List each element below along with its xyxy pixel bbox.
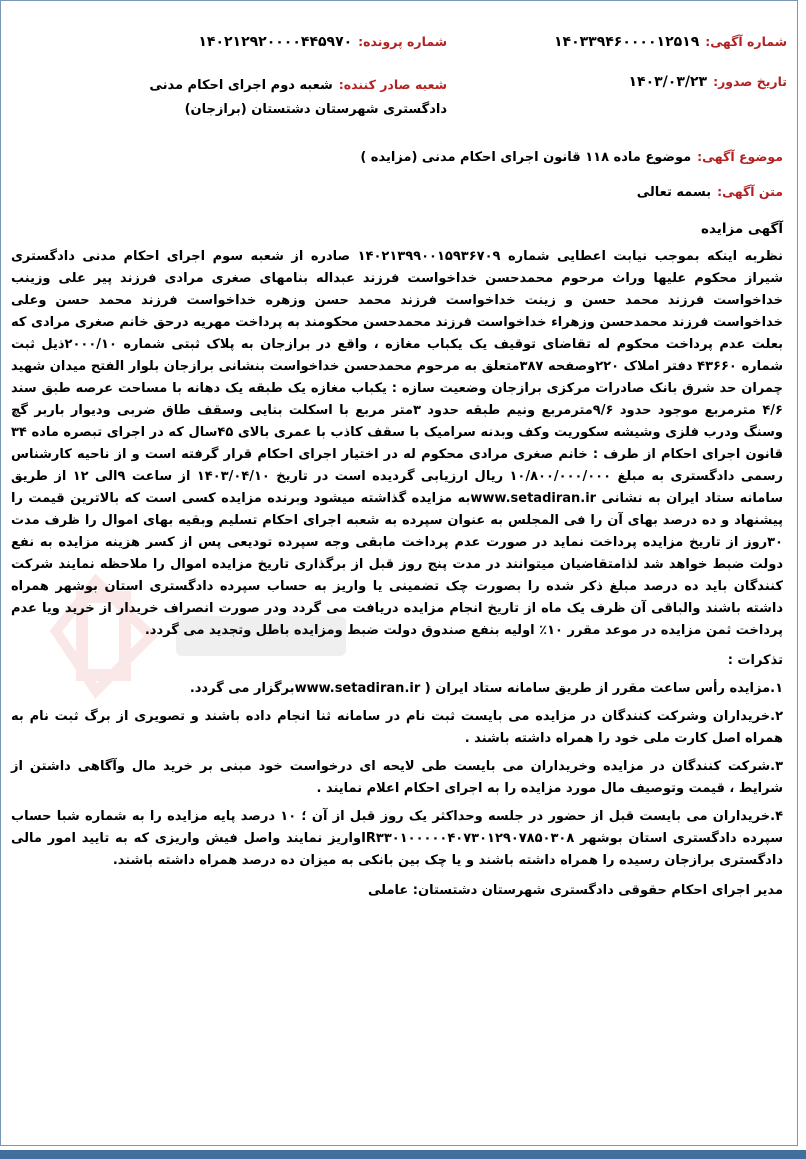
issuing-branch-value: شعبه دوم اجرای احکام مدنی دادگستری شهرستان دشتستان (برازجان) xyxy=(149,78,447,117)
text-row xyxy=(637,181,783,205)
bottom-bar xyxy=(0,1150,806,1159)
main-paragraph: نظربه اینکه بموجب نیابت اعطایی شماره ۱۴۰۲۱۳۹۹۰۰۱۵۹۳۶۷۰۹ صادره از شعبه سوم اجرای احکام مدنی دادگستری شیراز محکوم علیها وراث مرحوم محمدحسن خداخواست فرزند عبداله بنامهای صغری مرادی فرزند پیر علی وزینب خداخواست فرزند محمد حسن و زینت خداخواست فرزند محمد حسن وزهره خداخواست فرزند محمد حسن وعلی خداخواست فرزند محمدحسن وزهراء خداخواست فرزند محمدحسن محکومند به پرداخت مهریه درحق خانم صغری مرادی که بعلت عدم پرداخت محکوم له تقاضای توقیف یک یکباب مغازه ، واقع در برازجان به پلاک ثبتی شماره ۲۰۰۰/۱۰ذیل ثبت شماره ۴۳۶۶۰ دفتر املاک ۲۲۰وصفحه ۳۸۷متعلق به مرحوم محمدحسن خداخواست بنشانی برازجان بلوار الفتح میدان شهید چمران حد شرق بانک صادرات مرکزی برازجان وضعیت سازه : یکباب مغازه یک طبقه یک دهانه با مساحت عرصه طبق سند ۴/۶ مترمربع موجود حدود ۹/۶مترمربع ونیم طبقه حدود ۳متر مربع با اسکلت بنایی وسقف طاق ضربی ودیوار باربر گچ وسنگ ودرب فلزی وشیشه سکوریت وکف وبدنه سرامیک با سقف کاذب با عمری بالای ۴۵سال که در اجرای تبصره ماده ۳۴ قانون اجرای احکام از طرف : خانم صغری مرادی محکوم له در اختیار اجرای احکام قرار گرفته است و از ناحیه کارشناس رسمی دادگستری به مبلغ ۱۰/۸۰۰/۰۰۰/۰۰۰ ریال ارزیابی گردیده است در تاریخ ۱۴۰۳/۰۴/۱۰ از ساعت ۹الی ۱۲ از طریق سامانه ستاد ایران به نشانی www.setadiran.irبه مزایده گذاشته میشود وبرنده مزایده کسی است که بالاترین قیمت را پیشنهاد و ده درصد بهای آن را فی المجلس به عنوان سپرده به شعبه اجرای احکام تسلیم وبقیه بهای اموال را ظرف مدت ۳۰روز از تاریخ مزایده پرداخت نماید در صورت عدم پرداخت مابقی وجه سپرده تودیعی پس از کسر هزینه مزایده به نفع دولت ضبط خواهد شد لذامتقاضیان میتوانند در مدت پنج روز قبل از برگذاری تاریخ مزایده اموال را ملاحظه نمایند شرکت کنندگان باید ده درصد مبلغ ذکر شده را بصورت چک تضمینی یا واریز به حساب سپرده دادگستری استان بوشهر همراه داشته باشند والباقی آن ظرف یک ماه از تاریخ انجام مزایده دریافت می گردد ودر صورت انصراف خریدار از خرید ویا عدم پرداخت ثمن مزایده در موعد مقرر ۱۰٪ اولیه بنفع صندوق دولت ضبط ومزایده باطل وتجدید می گردد. xyxy=(11,249,784,638)
ad-number-value: ۱۴۰۳۳۹۴۶۰۰۰۰۱۲۵۱۹ xyxy=(553,34,700,50)
note-item: ۳.شرکت کنندگان در مزایده وخریداران می بایست طی لایحه ای درخواست خود مبنی بر خرید مال وآگاهی داشتن از شرایط ، قیمت وتوصیف مال مورد مزایده را به اجرای احکام اعلام نمایند . xyxy=(11,759,783,796)
subject-value: موضوع ماده ۱۱۸ قانون اجرای احکام مدنی (مزایده ) xyxy=(360,150,692,165)
subject-label: موضوع آگهی: xyxy=(697,149,783,164)
text-value: بسمه تعالی xyxy=(636,185,712,200)
issue-date-value: ۱۴۰۳/۰۳/۲۳ xyxy=(628,74,708,90)
issue-date-row xyxy=(629,73,788,92)
notes-title: تذکرات : xyxy=(727,653,783,668)
text-label: متن آگهی: xyxy=(717,184,783,199)
issue-date-label: تاریخ صدور: xyxy=(713,74,787,89)
note-item: ۲.خریداران وشرکت کنندگان در مزایده می بایست ثبت نام در سامانه ثنا انجام داده باشند و تصویری از برگ ثبت نام به همراه اصل کارت ملی خود را همراه داشته باشند . xyxy=(11,709,783,746)
subject-row xyxy=(360,146,783,170)
signature-line: مدیر اجرای احکام حقوقی دادگستری شهرستان دشتستان: عاملی xyxy=(368,883,783,898)
note-item: ۴.خریداران می بایست قبل از حضور در جلسه وحداکثر یک روز قبل از آن ؛ ۱۰ درصد پایه مزایده را به شماره شبا حساب سپرده دادگستری استان بوشهر IR۳۳۰۱۰۰۰۰۰۴۰۷۳۰۱۲۹۰۷۸۵۰۳۰۸واریز نمایند واصل فیش واریزی که به تایید امور مالی دادگستری برازجان رسیده را همراه داشته باشند و یا چک بین بانکی به میزان ده درصد همراه داشته باشند. xyxy=(11,809,783,868)
ad-number-row xyxy=(554,33,787,52)
auction-heading: آگهی مزایده xyxy=(701,221,783,237)
issuing-branch-row xyxy=(97,74,447,122)
case-number-row xyxy=(198,33,447,52)
case-number-value: ۱۴۰۲۱۲۹۲۰۰۰۰۴۴۵۹۷۰ xyxy=(198,34,353,50)
case-number-label: شماره پرونده: xyxy=(358,34,447,49)
note-item: ۱.مزایده رأس ساعت مقرر از طریق سامانه ستاد ایران ( www.setadiran.irبرگزار می گردد. xyxy=(189,681,783,696)
announcement-body xyxy=(11,218,783,902)
ad-number-label: شماره آگهی: xyxy=(705,34,787,49)
issuing-branch-label: شعبه صادر کننده: xyxy=(338,77,447,92)
